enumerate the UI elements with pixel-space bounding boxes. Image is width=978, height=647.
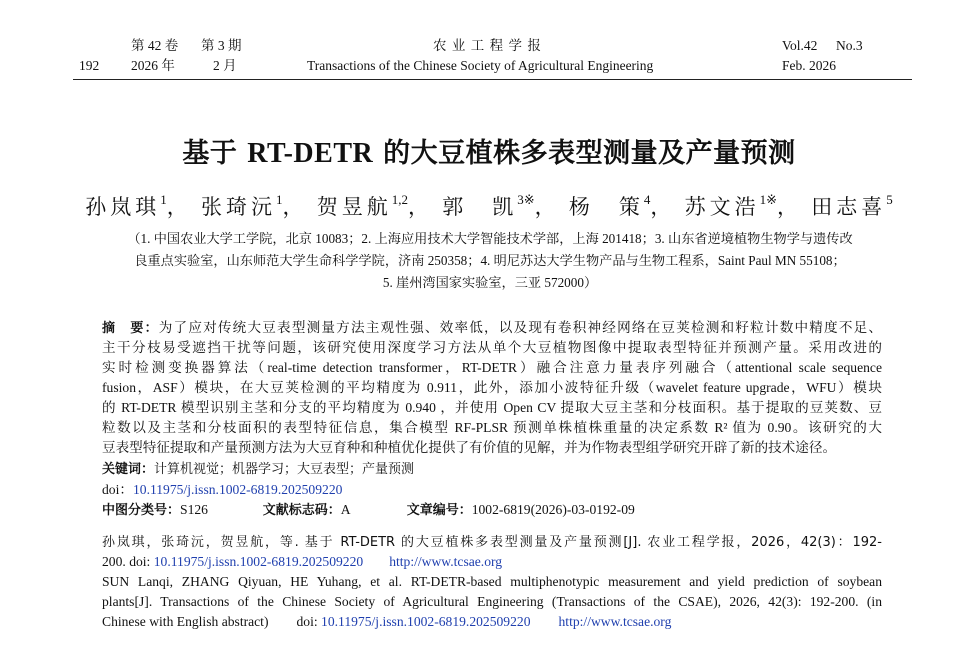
abstract-line: 实时检测变换器算法（real-time detection transformer，RT-DETR）融合注意力量表序列融合（attentional scale sequence (102, 360, 882, 375)
author-name: 张琦沅 (200, 195, 276, 219)
citation-cn-url-link[interactable]: http://www.tcsae.org (389, 554, 503, 569)
citation-cn-line (102, 532, 882, 553)
citation-cn-doi-prefix: 200. doi: (102, 554, 154, 569)
citation-en-url-link[interactable]: http://www.tcsae.org (558, 614, 672, 629)
doi-label: doi： (102, 482, 133, 497)
doc-code-label: 文献标志码： (262, 503, 341, 518)
clc-label: 中图分类号： (102, 503, 181, 518)
citation-en-line: plants[J]. Transactions of the Chinese Society of Agricultural Engineering (Transactions of the CSAE), 2026, 42(3): 192-200. (in (102, 594, 882, 609)
title-prefix: 基于 (182, 138, 248, 169)
author-affiliation-mark: 5 (886, 192, 893, 207)
citation-en-doi-label: doi: (296, 614, 322, 629)
abstract-line (102, 318, 882, 339)
clc-value: S126 (180, 502, 208, 517)
citation-en-text: Chinese with English abstract) (102, 614, 269, 629)
author-list: 孙岚琪$^1$， 张琦沅$^1$， 贺昱航$^{1,2}$， 郭 凯$^{3※}$， 杨 策$^4$， 苏文浩$^{1※}$， 田志喜$^5$ (85, 192, 893, 219)
citation-cn-text: 孙岚琪，张琦沅，贺昱航，等. 基于 RT-DETR 的大豆植株多表型测量及产量预测[J]. 农业工程学报，2026，42(3)：192- (102, 535, 882, 550)
citation-cn-doi-link[interactable]: 10.11975/j.issn.1002-6819.202509220 (153, 554, 364, 569)
doc-code-value: A (340, 502, 350, 517)
doi-row (102, 480, 882, 500)
abstract-line: 粒数以及主茎和分枝面积的表型特征信息，集合模型 RF-PLSR 预测单株植株重量的决定系数 R² 值为 0.90。该研究的大 (102, 420, 882, 435)
author-affiliation-mark: 1※ (759, 192, 778, 207)
year-cn: 2026 年 (131, 58, 175, 73)
page-number: 192 (79, 58, 100, 73)
author-affiliation-mark: 1 (160, 192, 167, 207)
citation-en-line (102, 612, 882, 632)
author-name: 贺昱航 (316, 195, 392, 219)
volume-en: Vol.42 (782, 38, 818, 53)
abstract-line: 豆表型特征提取和产量预测方法为大豆育种和种植优化提供了有价值的见解，并为作物表型组学研究开辟了新的技术途径。 (102, 440, 837, 455)
author-name: 孙岚琪 (85, 195, 161, 219)
classification-row (102, 500, 882, 521)
author-affiliation-mark: 1,2 (391, 192, 408, 207)
citation-cn-line (102, 552, 882, 572)
keywords-row (102, 459, 882, 480)
author-name: 杨 策 (568, 195, 644, 219)
citation-en-line: SUN Lanqi, ZHANG Qiyuan, HE Yuhang, et al. RT-DETR-based multiphenotypic measurement and yield prediction of soybean (102, 574, 882, 589)
journal-title-en: Transactions of the Chinese Society of Agricultural Engineering (307, 58, 654, 73)
author-affiliation-mark: 3※ (517, 192, 535, 207)
journal-title-cn: 农 业 工 程 学 报 (433, 38, 542, 53)
title-model-name: RT-DETR (247, 138, 374, 169)
author-name: 苏文浩 (684, 195, 760, 219)
affiliation-line: （1. 中国农业大学工学院，北京 10083；2. 上海应用技术大学智能技术学部，上海 201418；3. 山东省逆境植物生物学与遗传改 (127, 231, 853, 246)
abstract-line: 的 RT-DETR 模型识别主茎和分支的平均精度为 0.940 ，并使用 Open CV 提取大豆主茎和分枝面积。基于提取的豆荚数、豆 (102, 400, 882, 415)
author-affiliation-mark: 4 (643, 192, 651, 207)
issue-en: No.3 (836, 38, 863, 53)
abstract-line: fusion，ASF）模块，在大豆荚检测的平均精度为 0.911，此外，添加小波特征升级（wavelet feature upgrade，WFU）模块 (102, 380, 882, 395)
volume-cn: 第 42 卷 (131, 38, 179, 53)
citation-en-doi-link[interactable]: 10.11975/j.issn.1002-6819.202509220 (321, 614, 531, 629)
author-name: 田志喜 (811, 195, 887, 219)
title-suffix: 的大豆植株多表型测量及产量预测 (373, 138, 796, 169)
keywords-text: 计算机视觉；机器学习；大豆表型；产量预测 (154, 462, 415, 477)
affiliation-line: 良重点实验室，山东师范大学生命科学学院，济南 250358；4. 明尼苏达大学生物产品与生物工程系，Saint Paul MN 55108； (134, 253, 846, 268)
doi-link[interactable]: 10.11975/j.issn.1002-6819.202509220 (132, 482, 343, 497)
paper-title (0, 131, 978, 170)
month-cn: 2 月 (213, 58, 237, 73)
issue-cn: 第 3 期 (201, 38, 242, 53)
header-rule (73, 79, 912, 80)
date-en: Feb. 2026 (782, 58, 836, 73)
article-number-value: 1002-6819(2026)-03-0192-09 (471, 502, 635, 517)
affiliation-line: 5. 崖州湾国家实验室，三亚 572000） (382, 275, 598, 290)
author-affiliation-mark: 1 (275, 192, 283, 207)
author-name: 郭 凯 (442, 195, 518, 219)
abstract-label: 摘 要： (102, 321, 159, 336)
abstract-text: 为了应对传统大豆表型测量方法主观性强、效率低，以及现有卷积神经网络在豆荚检测和籽粒计数中精度不足、 (158, 320, 882, 335)
keywords-label: 关键词： (102, 462, 155, 477)
article-number-label: 文章编号： (406, 503, 472, 518)
abstract-line: 主干分枝易受遮挡干扰等问题，该研究使用深度学习方法从单个大豆植物图像中提取表型特征并预测产量。采用改进的 (102, 340, 882, 355)
